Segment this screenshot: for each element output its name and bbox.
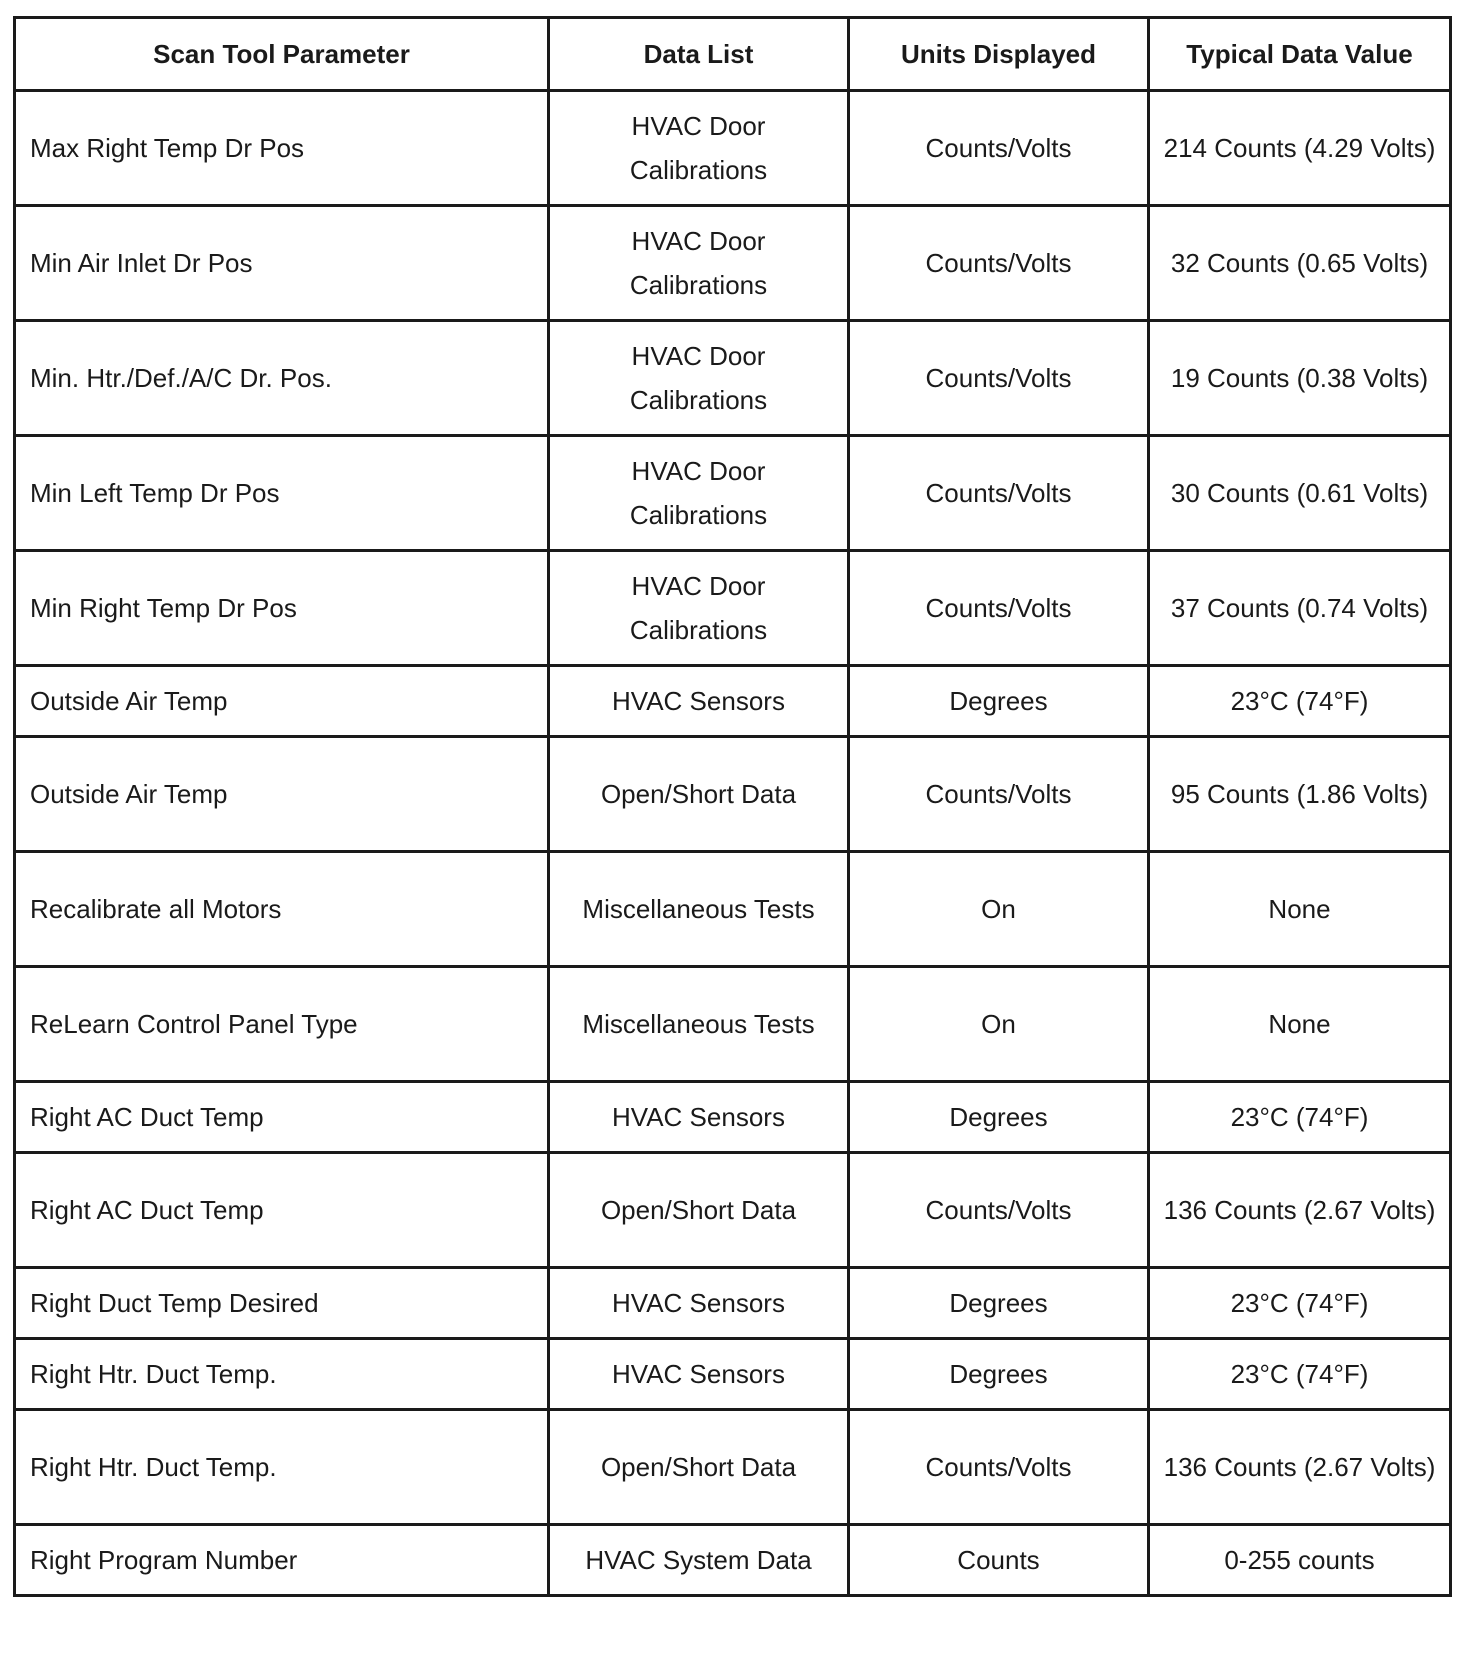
header-scan-tool-parameter: Scan Tool Parameter — [15, 18, 549, 91]
table-row — [15, 1410, 1451, 1525]
cell-parameter: Min Air Inlet Dr Pos — [15, 206, 549, 321]
table-row — [15, 1339, 1451, 1410]
cell-units: Degrees — [849, 666, 1149, 737]
cell-parameter: Right AC Duct Temp — [15, 1153, 549, 1268]
cell-parameter: Min. Htr./Def./A/C Dr. Pos. — [15, 321, 549, 436]
cell-parameter: Max Right Temp Dr Pos — [15, 91, 549, 206]
cell-typical-value: 214 Counts (4.29 Volts) — [1149, 91, 1451, 206]
cell-parameter: Outside Air Temp — [15, 666, 549, 737]
table-row — [15, 206, 1451, 321]
cell-data-list: Miscellaneous Tests — [549, 852, 849, 967]
table-row — [15, 436, 1451, 551]
scan-tool-data-table — [13, 16, 1452, 1597]
cell-data-list: HVAC Door Calibrations — [549, 206, 849, 321]
cell-units: On — [849, 967, 1149, 1082]
cell-units: Counts/Volts — [849, 551, 1149, 666]
cell-parameter: Right Program Number — [15, 1525, 549, 1596]
header-units-displayed: Units Displayed — [849, 18, 1149, 91]
cell-data-list: HVAC Door Calibrations — [549, 321, 849, 436]
cell-data-list: Open/Short Data — [549, 1410, 849, 1525]
cell-units: Counts/Volts — [849, 737, 1149, 852]
cell-units: Counts/Volts — [849, 436, 1149, 551]
cell-data-list: Open/Short Data — [549, 737, 849, 852]
cell-typical-value: 95 Counts (1.86 Volts) — [1149, 737, 1451, 852]
cell-units: Counts/Volts — [849, 206, 1149, 321]
cell-parameter: Right Htr. Duct Temp. — [15, 1339, 549, 1410]
cell-parameter: Right Htr. Duct Temp. — [15, 1410, 549, 1525]
cell-units: Degrees — [849, 1268, 1149, 1339]
cell-units: Counts/Volts — [849, 321, 1149, 436]
cell-typical-value: 136 Counts (2.67 Volts) — [1149, 1153, 1451, 1268]
cell-units: Counts/Volts — [849, 1153, 1149, 1268]
cell-units: Degrees — [849, 1339, 1149, 1410]
table-row — [15, 1153, 1451, 1268]
cell-typical-value: 32 Counts (0.65 Volts) — [1149, 206, 1451, 321]
table-row — [15, 852, 1451, 967]
cell-parameter: Outside Air Temp — [15, 737, 549, 852]
cell-typical-value: None — [1149, 852, 1451, 967]
cell-data-list: Open/Short Data — [549, 1153, 849, 1268]
cell-typical-value: 23°C (74°F) — [1149, 1268, 1451, 1339]
table-row — [15, 91, 1451, 206]
table-row — [15, 1268, 1451, 1339]
cell-data-list: HVAC System Data — [549, 1525, 849, 1596]
cell-typical-value: 30 Counts (0.61 Volts) — [1149, 436, 1451, 551]
cell-data-list: HVAC Sensors — [549, 1268, 849, 1339]
table-row — [15, 1525, 1451, 1596]
cell-typical-value: 23°C (74°F) — [1149, 1082, 1451, 1153]
cell-units: Degrees — [849, 1082, 1149, 1153]
cell-units: On — [849, 852, 1149, 967]
cell-data-list: HVAC Sensors — [549, 1339, 849, 1410]
cell-data-list: HVAC Sensors — [549, 666, 849, 737]
cell-typical-value: 23°C (74°F) — [1149, 1339, 1451, 1410]
cell-typical-value: 23°C (74°F) — [1149, 666, 1451, 737]
cell-typical-value: 136 Counts (2.67 Volts) — [1149, 1410, 1451, 1525]
cell-parameter: Right AC Duct Temp — [15, 1082, 549, 1153]
table-row — [15, 1082, 1451, 1153]
cell-parameter: Right Duct Temp Desired — [15, 1268, 549, 1339]
cell-data-list: HVAC Door Calibrations — [549, 551, 849, 666]
cell-typical-value: 37 Counts (0.74 Volts) — [1149, 551, 1451, 666]
cell-parameter: Min Right Temp Dr Pos — [15, 551, 549, 666]
cell-data-list: HVAC Door Calibrations — [549, 91, 849, 206]
cell-parameter: ReLearn Control Panel Type — [15, 967, 549, 1082]
table-row — [15, 321, 1451, 436]
table-row — [15, 737, 1451, 852]
cell-data-list: HVAC Door Calibrations — [549, 436, 849, 551]
table-row — [15, 551, 1451, 666]
cell-typical-value: None — [1149, 967, 1451, 1082]
table-row — [15, 666, 1451, 737]
cell-units: Counts/Volts — [849, 1410, 1149, 1525]
header-data-list: Data List — [549, 18, 849, 91]
cell-units: Counts — [849, 1525, 1149, 1596]
cell-parameter: Recalibrate all Motors — [15, 852, 549, 967]
cell-data-list: HVAC Sensors — [549, 1082, 849, 1153]
table-header-row — [15, 18, 1451, 91]
cell-typical-value: 0-255 counts — [1149, 1525, 1451, 1596]
cell-data-list: Miscellaneous Tests — [549, 967, 849, 1082]
header-typical-data-value: Typical Data Value — [1149, 18, 1451, 91]
cell-typical-value: 19 Counts (0.38 Volts) — [1149, 321, 1451, 436]
cell-units: Counts/Volts — [849, 91, 1149, 206]
table-row — [15, 967, 1451, 1082]
cell-parameter: Min Left Temp Dr Pos — [15, 436, 549, 551]
